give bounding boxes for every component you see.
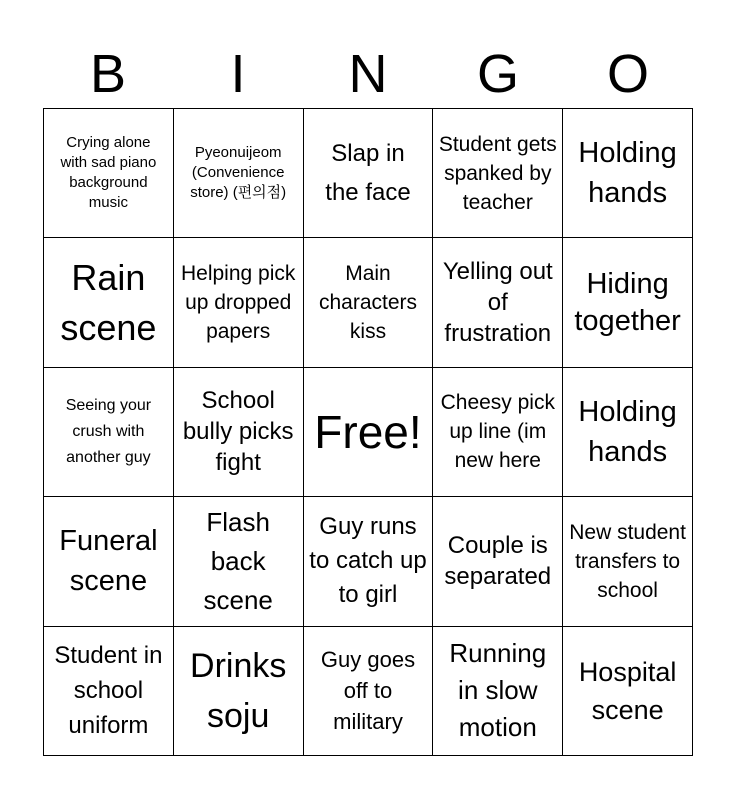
header-letter-o: O: [606, 44, 649, 104]
bingo-cell[interactable]: [174, 109, 304, 238]
bingo-cell[interactable]: [44, 627, 174, 756]
bingo-cell[interactable]: [304, 238, 434, 367]
cell-text: Holding hands: [578, 137, 677, 210]
bingo-cell[interactable]: [44, 238, 174, 367]
cell-text: Slap in the face: [325, 140, 411, 207]
bingo-cell[interactable]: [174, 238, 304, 367]
cell-text: Rain scene: [60, 256, 157, 348]
header-letter-g: G: [476, 44, 519, 104]
cell-text: Running in slow motion: [449, 638, 547, 743]
cell-text: Flash back scene: [203, 506, 273, 615]
bingo-cell[interactable]: [174, 497, 304, 626]
bingo-cell[interactable]: [174, 368, 304, 497]
cell-text: Helping pick up dropped papers: [180, 262, 296, 344]
bingo-cell[interactable]: [433, 109, 563, 238]
cell-text: Cheesy pick up line (im new here: [440, 391, 555, 473]
cell-text: Funeral scene: [59, 525, 158, 598]
cell-text: Pyeonuijeom (Convenience store) (편의점): [190, 144, 287, 202]
bingo-cell[interactable]: [433, 238, 563, 367]
bingo-cell[interactable]: [563, 627, 693, 756]
bingo-cell[interactable]: [44, 368, 174, 497]
cell-text: Guy goes off to military: [320, 647, 416, 735]
cell-text: School bully picks fight: [182, 387, 294, 477]
bingo-cell[interactable]: [174, 627, 304, 756]
bingo-cell[interactable]: [433, 368, 563, 497]
header-letter-i: I: [230, 44, 246, 104]
header-letter-b: B: [89, 44, 127, 104]
cell-text: Guy runs to catch up to girl: [309, 513, 427, 609]
cell-text: Hiding together: [574, 267, 681, 337]
cell-text: Yelling out of frustration: [442, 258, 553, 348]
bingo-cell[interactable]: [563, 368, 693, 497]
cell-text: Hospital scene: [578, 656, 677, 725]
bingo-cell[interactable]: [304, 368, 434, 497]
bingo-cell[interactable]: [44, 497, 174, 626]
cell-text: Student in school uniform: [54, 642, 163, 740]
cell-text: New student transfers to school: [569, 520, 686, 602]
bingo-cell[interactable]: [304, 109, 434, 238]
cell-text: Main characters kiss: [318, 262, 418, 344]
bingo-cell[interactable]: [563, 109, 693, 238]
bingo-cell[interactable]: [304, 497, 434, 626]
bingo-board: [43, 108, 693, 756]
cell-text: Student gets spanked by teacher: [438, 132, 557, 214]
bingo-header: [43, 40, 693, 108]
cell-text: Drinks soju: [190, 646, 287, 735]
bingo-cell[interactable]: [563, 238, 693, 367]
bingo-cell[interactable]: [433, 627, 563, 756]
header-letter-n: N: [348, 44, 388, 104]
bingo-cell[interactable]: [433, 497, 563, 626]
bingo-cell[interactable]: [44, 109, 174, 238]
cell-text: Holding hands: [578, 395, 677, 468]
bingo-cell[interactable]: [563, 497, 693, 626]
bingo-cell[interactable]: [304, 627, 434, 756]
cell-text: Crying alone with sad piano background music: [60, 134, 157, 212]
cell-text: Seeing your crush with another guy: [65, 396, 152, 466]
free-space: Free!: [314, 405, 422, 458]
cell-text: Couple is separated: [444, 532, 552, 591]
